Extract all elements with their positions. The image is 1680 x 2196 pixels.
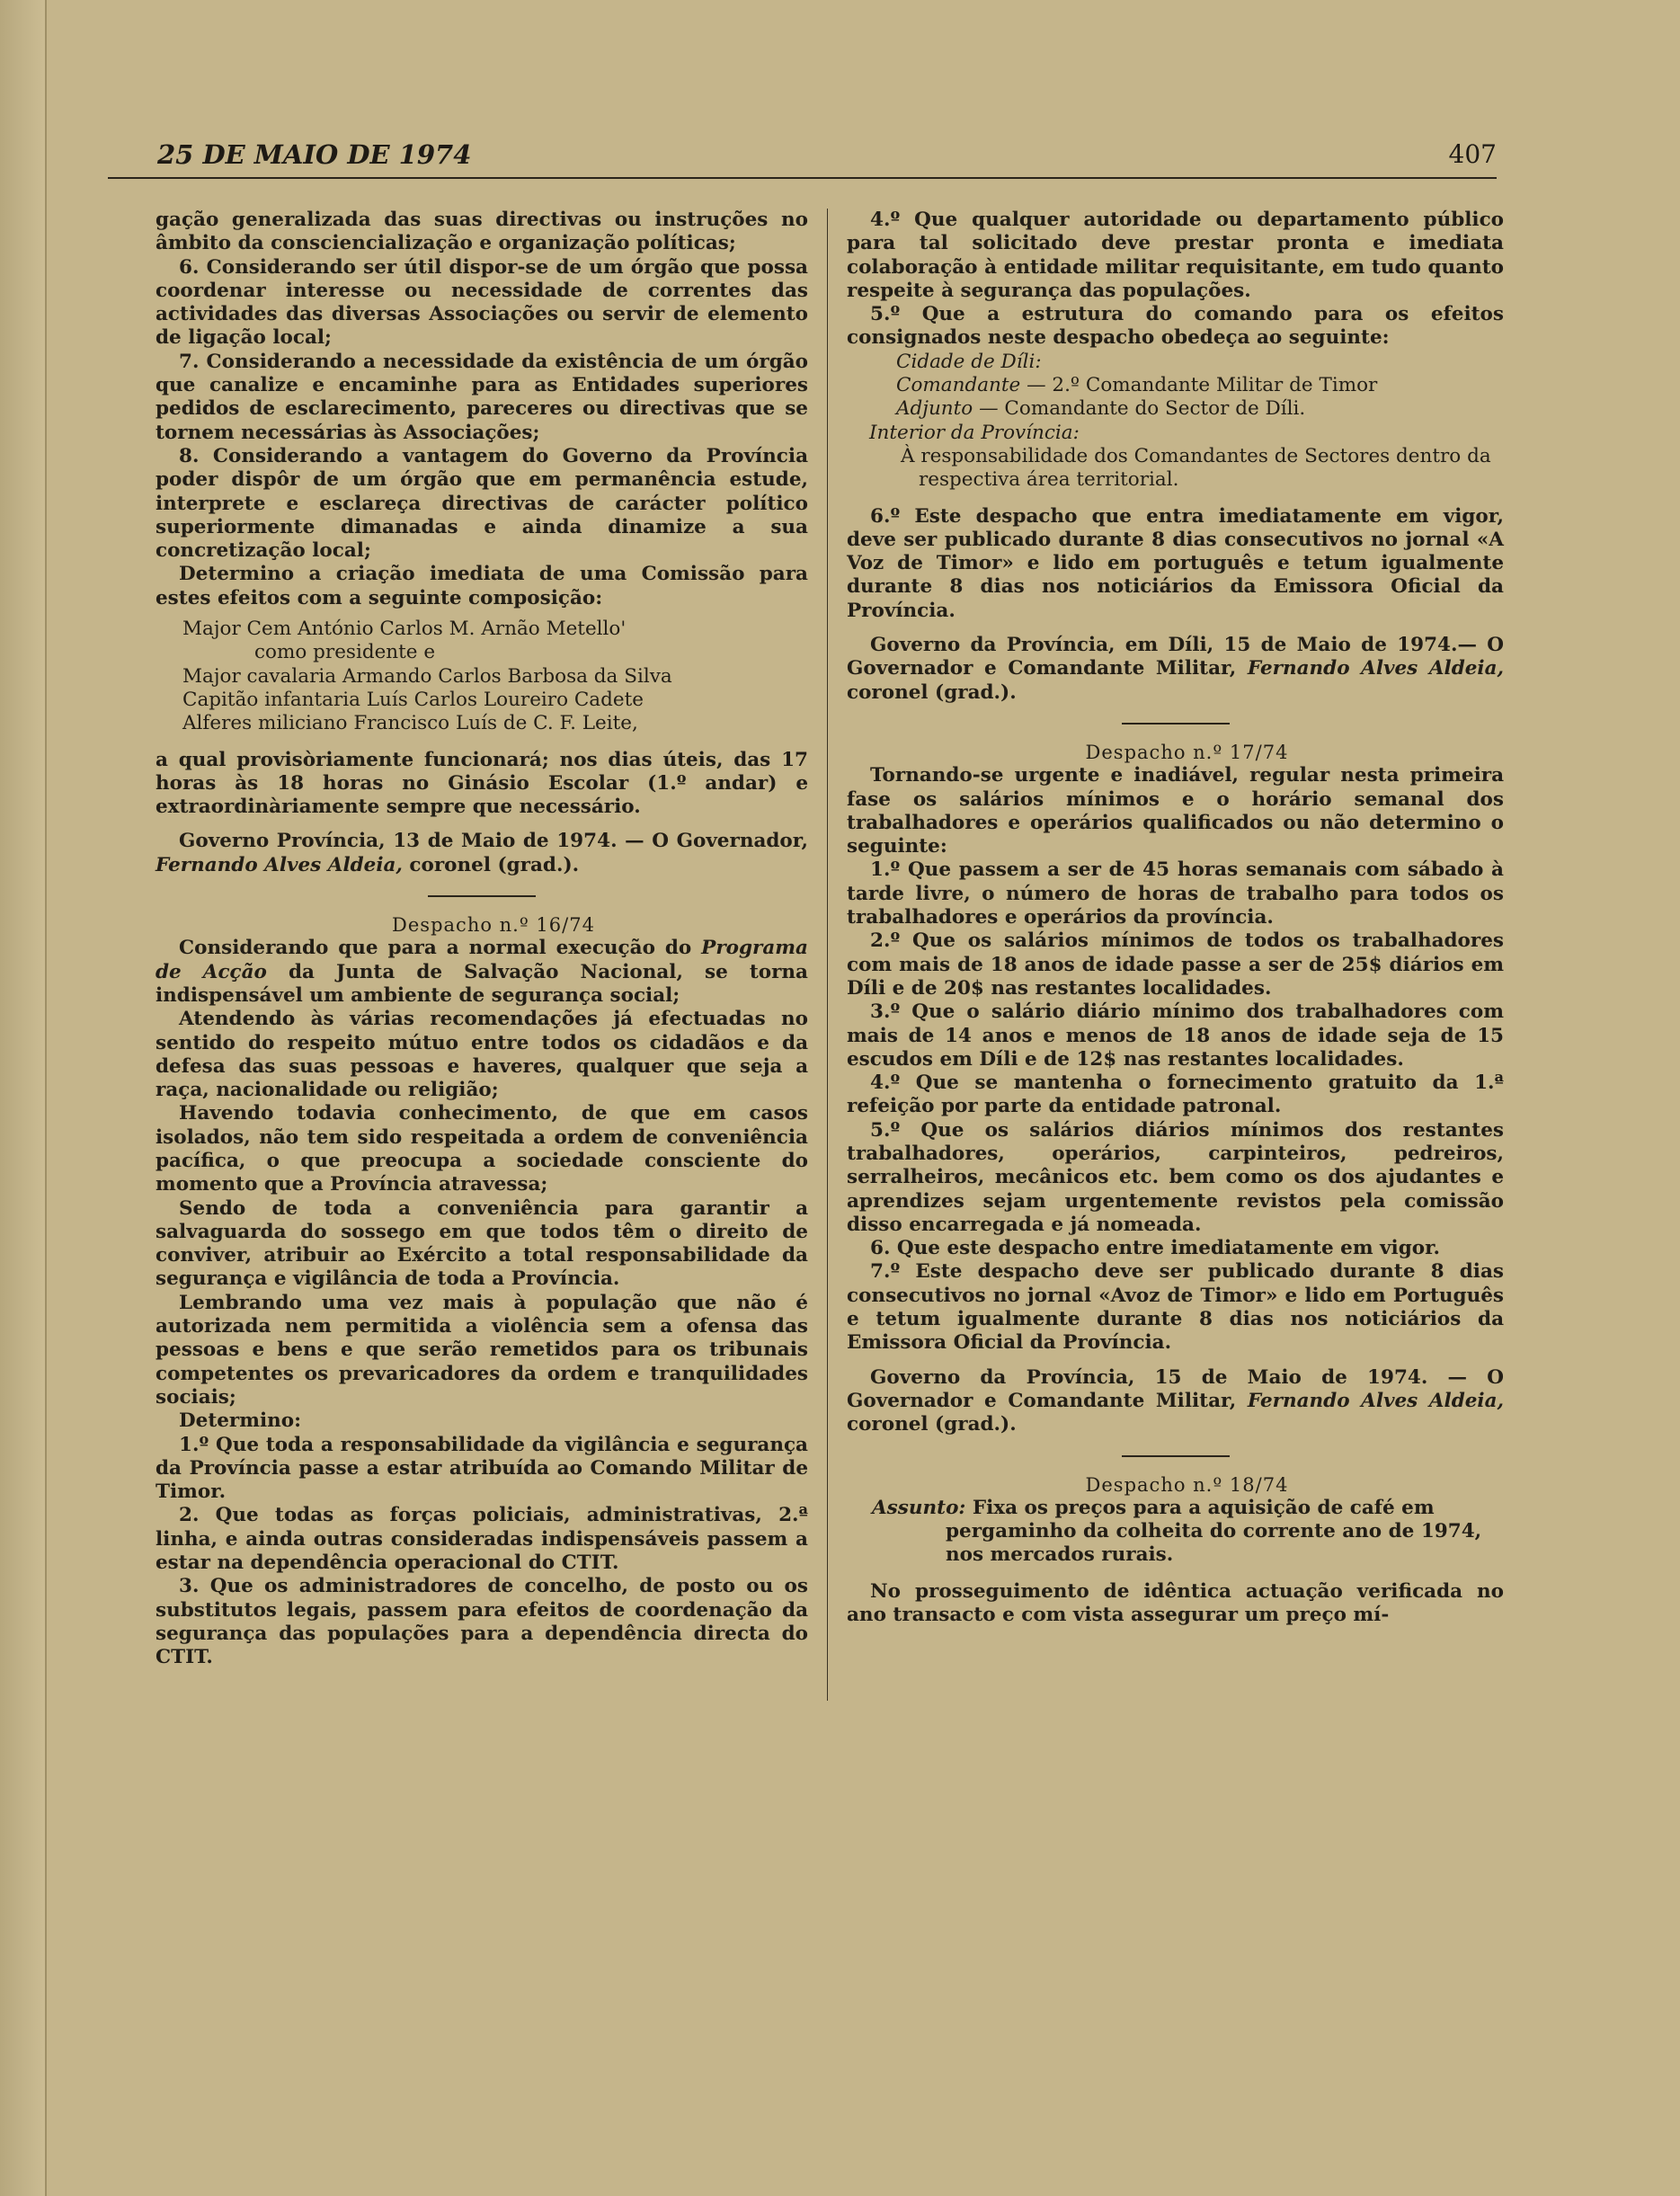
section-heading: Despacho n.º 18/74 — [1085, 1473, 1289, 1496]
signature-rank: coronel (grad.). — [847, 680, 1017, 704]
page-header — [108, 139, 1497, 179]
paragraph: 3. Que os administradores de concelho, de posto ou os substitutos legais, passem para efeitos de coordenação da segurança das populações para a dependência directa do CTIT. — [156, 1575, 808, 1669]
paragraph: 2.º Que os salários mínimos de todos os trabalhadores com mais de 18 anos de idade passe a ser de 25$ diários em Díli e de 20$ nas restantes localidades. — [847, 929, 1504, 1000]
paragraph: À responsabilidade dos Comandantes de Sectores dentro da respectiva área territorial. — [901, 444, 1491, 492]
page-binding — [0, 0, 45, 2196]
subheading: Cidade de Díli: — [896, 350, 1042, 373]
paragraph: a qual provisòriamente funcionará; nos dias úteis, das 17 horas às 18 horas no Ginásio Escolar (1.º andar) e extraordinàriamente sempre que necessário. — [156, 748, 808, 819]
subject-line — [872, 1496, 1504, 1568]
signature-name: Fernando Alves Aldeia, — [156, 853, 403, 876]
commission-member: Capitão infantaria Luís Carlos Loureiro Cadete — [182, 688, 644, 711]
subject-text: Fixa os preços para a aquisição de café em pergaminho da colheita do corrente ano de 1974, nos mercados rurais. — [946, 1496, 1482, 1567]
paragraph: Atendendo às várias recomendações já efectuadas no sentido do respeito mútuo entre todos os cidadãos e da defesa das suas pessoas e haveres, qualquer que seja a raça, nacionalidade ou religião; — [156, 1008, 808, 1102]
command-line — [896, 374, 1504, 397]
section-heading: Despacho n.º 17/74 — [1085, 741, 1289, 763]
commission-member: Alferes miliciano Francisco Luís de C. F. Leite, — [182, 712, 638, 735]
section-rule — [1122, 723, 1230, 725]
paragraph: Tornando-se urgente e inadiável, regular nesta primeira fase os salários mínimos e o horário semanal dos trabalhadores e operários qualificados ou não determino o seguinte: — [847, 764, 1504, 858]
commission-member-role: como presidente e — [254, 641, 436, 664]
paragraph: 8. Considerando a vantagem do Governo da Província poder dispôr de um órgão que em permanência estude, interprete e esclareça directivas de carácter político superiormente dimanadas e ainda dinamize a sua concretização local; — [156, 444, 808, 563]
signature-rank: coronel (grad.). — [847, 1413, 1017, 1436]
paragraph: 5.º Que os salários diários mínimos dos restantes trabalhadores, operários, carpinteiros, pedreiros, serralheiros, mecânicos etc. bem como os dos ajudantes e aprendizes sejam urgentemente revistos pela comissão disso encarregada e já nomeada. — [847, 1118, 1504, 1236]
command-line — [896, 397, 1504, 421]
paragraph: 4.º Que se mantenha o fornecimento gratuito da 1.ª refeição por parte da entidade patronal. — [847, 1071, 1504, 1118]
paragraph: 6.º Este despacho que entra imediatamente em vigor, deve ser publicado durante 8 dias consecutivos no jornal «A Voz de Timor» e lido em português e tetum igualmente durante 8 dias nos noticiários da Emissora Oficial da Província. — [847, 504, 1504, 622]
paragraph: No prosseguimento de idêntica actuação verificada no ano transacto e com vista assegurar um preço mí- — [847, 1579, 1504, 1627]
paragraph: Determino a criação imediata de uma Comissão para estes efeitos com a seguinte composição: — [156, 563, 808, 609]
paragraph: 4.º Que qualquer autoridade ou departamento público para tal solicitado deve prestar pronta e imediata colaboração à entidade militar requisitante, em tudo quanto respeite à segurança das populações. — [847, 209, 1504, 302]
paragraph: gação generalizada das suas directivas ou instruções no âmbito da consciencialização e organização políticas; — [156, 209, 808, 255]
command-role: Comandante — — [896, 374, 1046, 397]
signature-name: Fernando Alves Aldeia, — [1247, 657, 1504, 680]
paragraph: Havendo todavia conhecimento, de que em casos isolados, não tem sido respeitada a ordem de conveniência pacífica, o que preocupa a sociedade consciente do momento que a Província atravessa; — [156, 1102, 808, 1196]
programme-title: Programa de Acção — [156, 937, 808, 983]
signature-rank: coronel (grad.). — [409, 853, 580, 876]
paragraph: 7.º Este despacho deve ser publicado durante 8 dias consecutivos no jornal «Avoz de Timor» e lido em Português e tetum igualmente durante 8 dias nos noticiários da Emissora Oficial da Província. — [847, 1260, 1504, 1355]
paragraph-text: Considerando que para a normal execução do — [179, 937, 692, 960]
paragraph: 1.º Que toda a responsabilidade da vigilância e segurança da Província passe a estar atribuída ao Comando Militar de Timor. — [156, 1433, 808, 1504]
paragraph: 2. Que todas as forças policiais, administrativas, 2.ª linha, e ainda outras consideradas indispensáveis passem a estar na dependência operacional do CTIT. — [156, 1504, 808, 1575]
column-divider — [827, 209, 828, 1701]
commission-member: Major Cem António Carlos M. Arnão Metello' — [182, 618, 627, 641]
section-rule — [1122, 1455, 1230, 1457]
signature — [847, 634, 1504, 705]
command-holder: 2.º Comandante Militar de Timor — [1052, 374, 1378, 397]
paragraph: 6. Que este despacho entre imediatamente em vigor. — [870, 1237, 1440, 1260]
subheading: Interior da Província: — [869, 421, 1080, 444]
signature-text: Governo da Província, 15 de Maio de 1974. — O Governador e Comandante Militar, — [847, 1365, 1504, 1412]
paragraph: Determino: — [179, 1409, 302, 1433]
signature-name: Fernando Alves Aldeia, — [1247, 1389, 1504, 1412]
paragraph: 6. Considerando ser útil dispor-se de um órgão que possa coordenar interesse ou necessidade de correntes das actividades das diversas Associações ou servir de elemento de ligação local; — [156, 255, 808, 350]
signature — [847, 1366, 1504, 1437]
paragraph: Sendo de toda a conveniência para garantir a salvaguarda do sossego em que todos têm o direito de conviver, atribuir ao Exército a total responsabilidade da segurança e vigilância de toda a Província. — [156, 1196, 808, 1291]
section-heading: Despacho n.º 16/74 — [392, 914, 595, 937]
right-column — [847, 209, 1504, 1627]
paragraph-text: da Junta de Salvação Nacional, se torna indispensável um ambiente de segurança social; — [156, 960, 808, 1007]
page-number: 407 — [1448, 139, 1497, 169]
paragraph: 3.º Que o salário diário mínimo dos trabalhadores com mais de 14 anos e menos de 18 anos de idade seja de 15 escudos em Díli e de 12$ nas restantes localidades. — [847, 1000, 1504, 1071]
signature — [156, 830, 808, 877]
command-holder: Comandante do Sector de Díli. — [1004, 397, 1306, 421]
left-column — [156, 209, 808, 1670]
paragraph — [156, 937, 808, 1008]
subject-label: Assunto: — [872, 1496, 966, 1519]
paragraph: Lembrando uma vez mais à população que não é autorizada nem permitida a violência sem a ofensa das pessoas e bens e que serão remetidos para os tribunais competentes os prevaricadores da ordem e tranquilidades sociais; — [156, 1291, 808, 1409]
command-role: Adjunto — — [896, 397, 999, 421]
commission-member: Major cavalaria Armando Carlos Barbosa da Silva — [182, 664, 672, 688]
paragraph: 1.º Que passem a ser de 45 horas semanais com sábado à tarde livre, o número de horas de trabalho para todos os trabalhadores e operários da província. — [847, 858, 1504, 929]
signature-text: Governo da Província, em Díli, 15 de Maio de 1974.— O Governador e Comandante Militar, — [847, 634, 1504, 680]
section-rule — [428, 895, 536, 897]
paragraph: 5.º Que a estrutura do comando para os efeitos consignados neste despacho obedeça ao seguinte: — [847, 303, 1504, 350]
paragraph: 7. Considerando a necessidade da existência de um órgão que canalize e encaminhe para as Entidades superiores pedidos de esclarecimento, pareceres ou directivas que se tornem necessárias às Associações; — [156, 350, 808, 444]
header-date: 25 DE MAIO DE 1974 — [157, 139, 472, 170]
signature-text: Governo Província, 13 de Maio de 1974. — O Governador, — [179, 830, 808, 853]
